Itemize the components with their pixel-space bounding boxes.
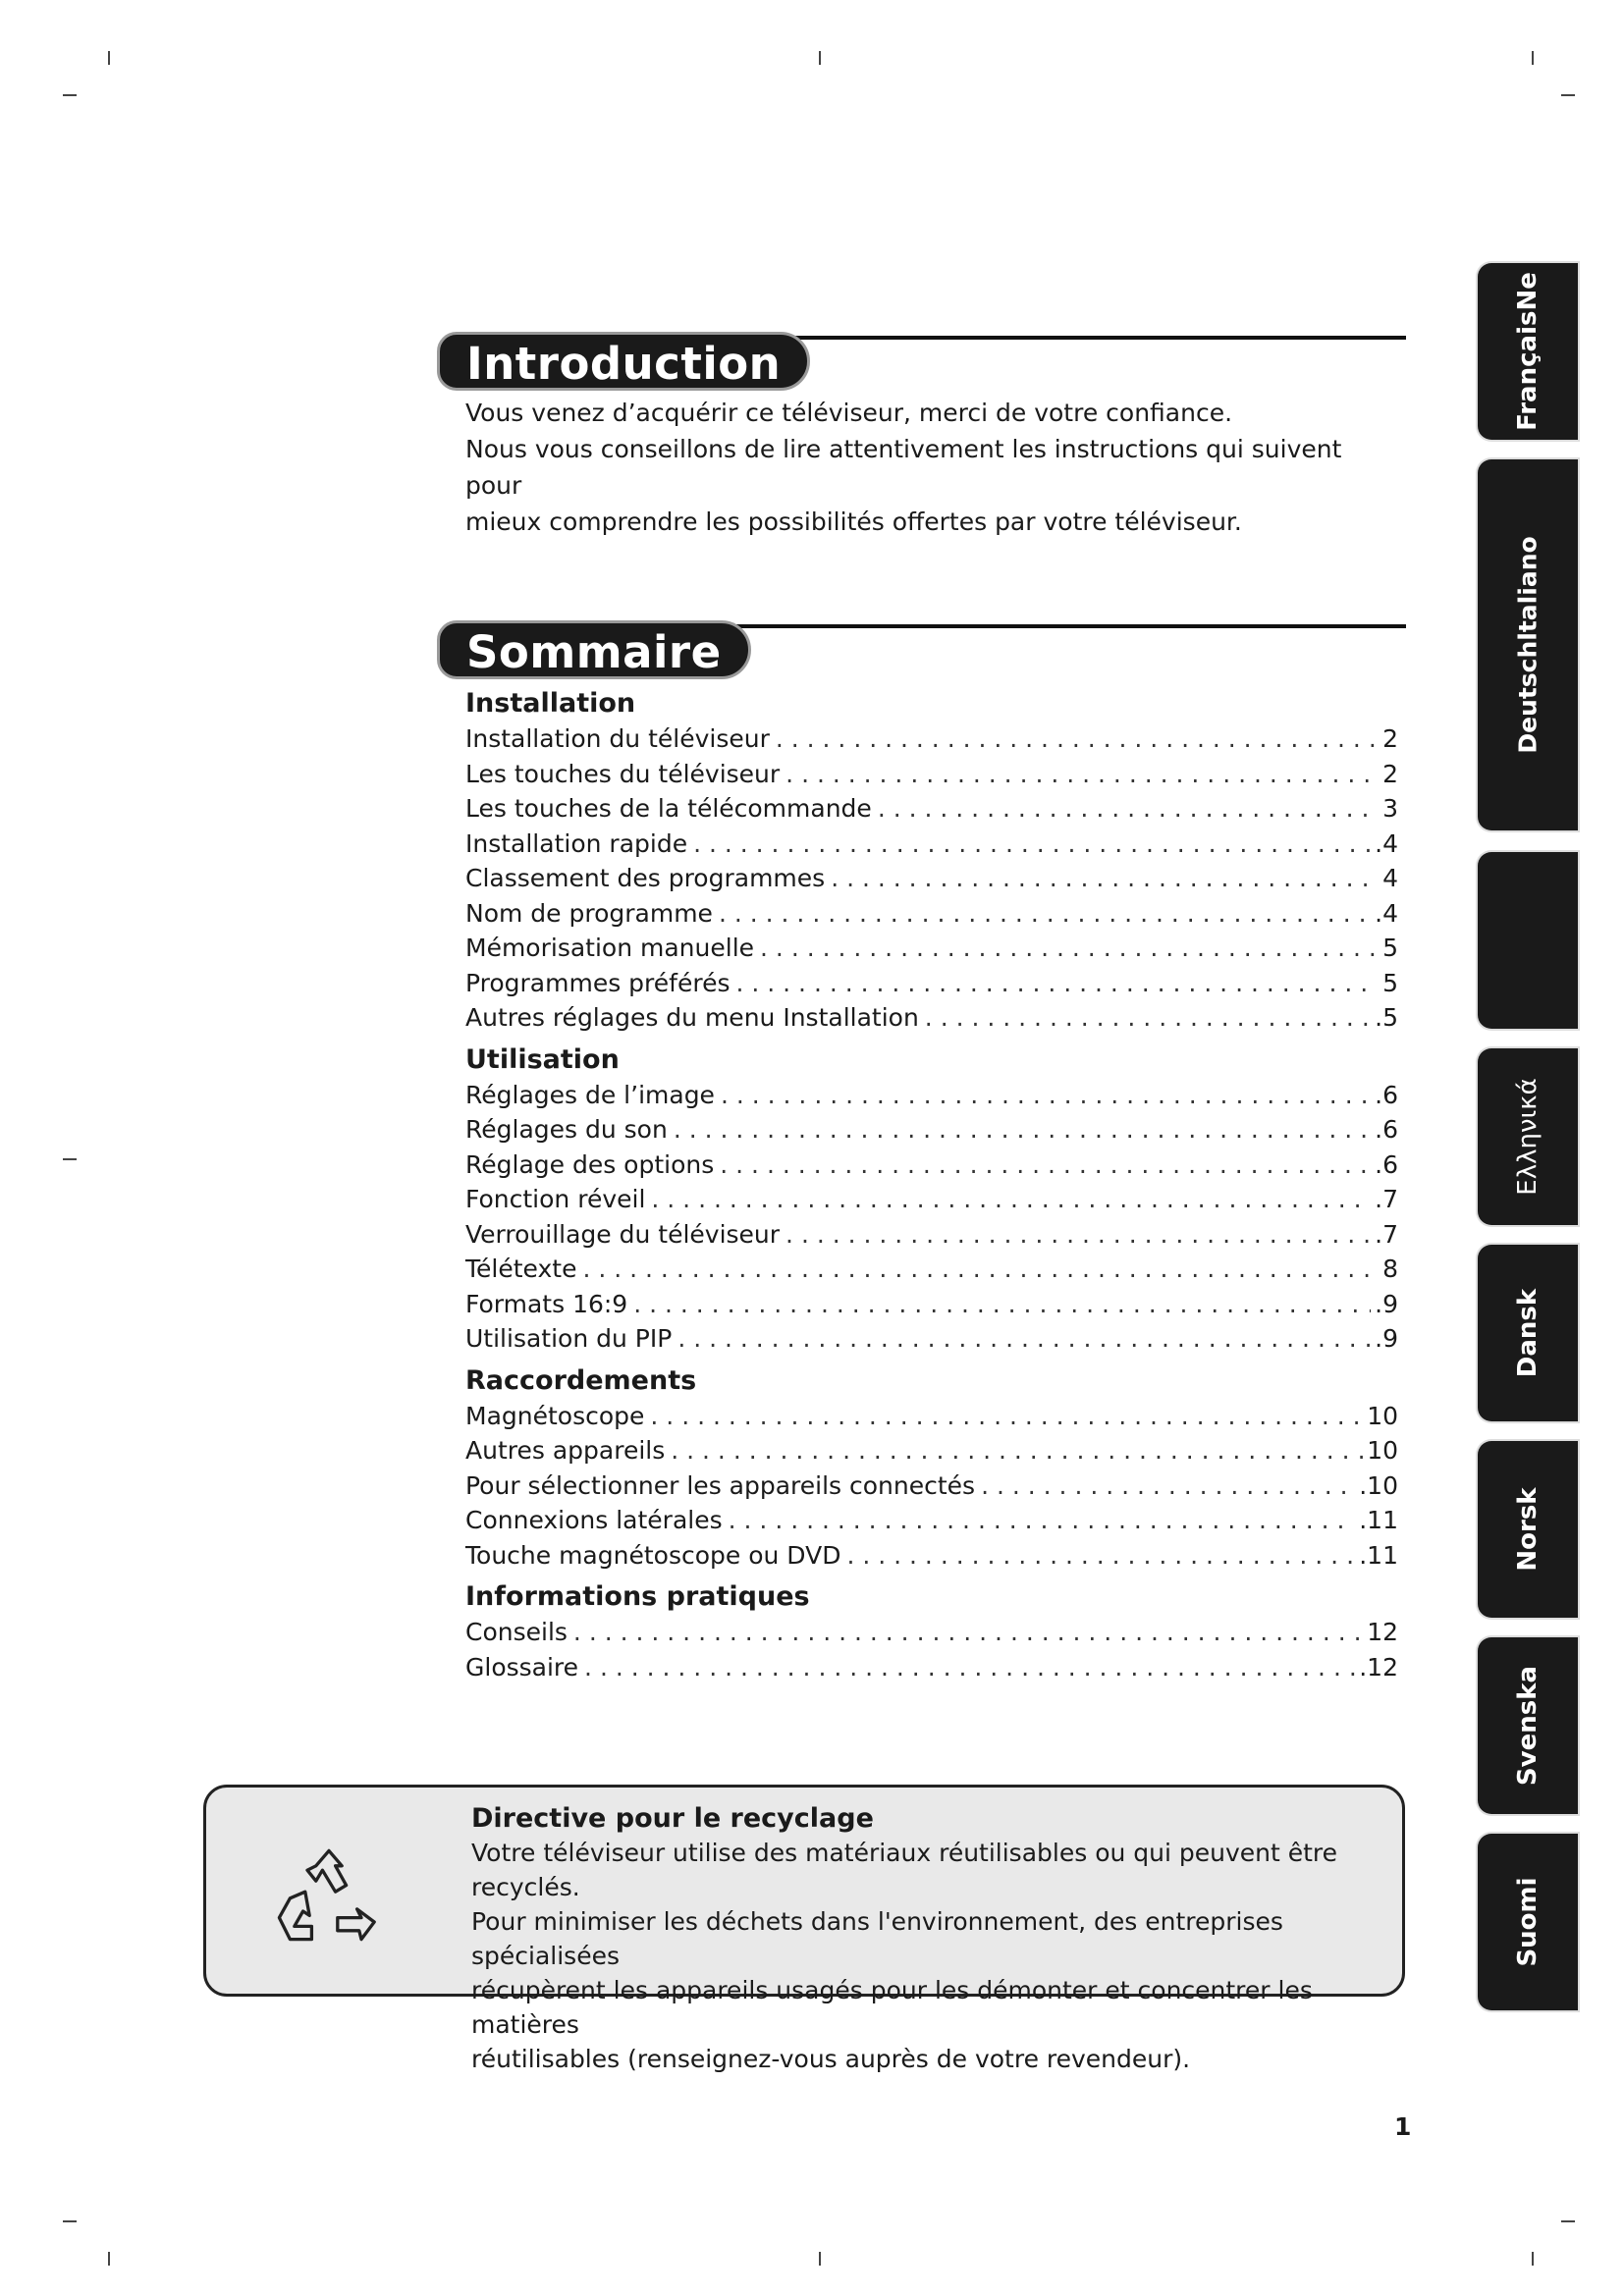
toc-entry-page: .4	[1375, 828, 1398, 858]
toc-leader-dots	[878, 791, 1375, 827]
toc-entry-page: .6	[1375, 1115, 1398, 1144]
toc-entry-page: 8	[1382, 1255, 1398, 1283]
toc-entry[interactable]	[465, 1650, 1398, 1685]
intro-line: mieux comprendre les possibilités offertes par votre téléviseur.	[465, 507, 1242, 536]
recycling-line: Votre téléviseur utilise des matériaux réutilisables ou qui peuvent être recyclés.	[471, 1839, 1338, 1901]
language-tab-suomi[interactable]	[1478, 1834, 1578, 2010]
toc-entry[interactable]	[465, 861, 1398, 896]
toc-entry-page: 2	[1382, 724, 1398, 753]
toc-leader-dots	[582, 1252, 1375, 1287]
toc-entry-label: Magnétoscope	[465, 1401, 645, 1430]
toc-leader-dots	[693, 827, 1371, 862]
toc-entry-label: Verrouillage du téléviseur	[465, 1219, 781, 1249]
toc-entry[interactable]	[465, 1468, 1398, 1504]
recycling-line: récupèrent les appareils usagés pour les démonter et concentrer les matières	[471, 1976, 1313, 2039]
toc-entry-page: .6	[1375, 1080, 1398, 1109]
recycle-icon	[275, 1846, 383, 1954]
toc-entry-label: Installation rapide	[465, 828, 688, 858]
toc-entry[interactable]	[465, 1399, 1398, 1434]
crop-mark	[1532, 51, 1534, 65]
toc-entry-page: 5	[1382, 968, 1398, 997]
recycling-notice	[203, 1785, 1405, 2073]
toc-entry-label: Pour sélectionner les appareils connectés	[465, 1470, 976, 1500]
crop-mark	[63, 1158, 77, 1160]
toc-entry-page: .9	[1375, 1289, 1398, 1318]
crop-mark	[108, 51, 110, 65]
toc-entry[interactable]	[465, 1433, 1398, 1468]
toc-entry-label: Télétexte	[465, 1255, 577, 1283]
toc-entry[interactable]	[465, 1252, 1398, 1287]
toc-leader-dots	[846, 1538, 1355, 1574]
toc-entry-page: 2	[1382, 759, 1398, 788]
crop-mark	[1561, 94, 1575, 96]
tab-label: FrançaisNe	[1513, 272, 1543, 431]
toc-leader-dots	[719, 896, 1371, 932]
crop-mark	[819, 2252, 821, 2266]
toc-leader-dots	[831, 861, 1375, 896]
toc-group	[465, 1041, 1398, 1357]
toc-leader-dots	[925, 1000, 1371, 1036]
crop-mark	[819, 51, 821, 65]
introduction-heading	[437, 332, 1406, 391]
toc-entry-label: Mémorisation manuelle	[465, 934, 755, 962]
tab-label: Norsk	[1513, 1487, 1543, 1572]
toc-entry-page: .9	[1375, 1324, 1398, 1353]
crop-mark	[108, 2252, 110, 2266]
toc-entry-label: Utilisation du PIP	[465, 1324, 673, 1353]
tab-label: Ελληνικά	[1513, 1078, 1543, 1196]
intro-line: Nous vous conseillons de lire attentivement les instructions qui suivent pour	[465, 435, 1342, 500]
introduction-text	[465, 395, 1369, 540]
toc-entry-label: Réglages de l’image	[465, 1080, 715, 1109]
toc-entry[interactable]	[465, 1217, 1398, 1253]
toc-entry-page: .5	[1375, 1003, 1398, 1032]
language-tab-deutsch-italiano[interactable]	[1478, 459, 1578, 830]
toc-leader-dots	[729, 1503, 1356, 1538]
toc-entry-label: Installation du téléviseur	[465, 724, 770, 753]
toc-leader-dots	[650, 1399, 1363, 1434]
table-of-contents	[465, 685, 1398, 1690]
toc-leader-dots	[677, 1321, 1371, 1357]
toc-entry-page: .11	[1359, 1540, 1398, 1570]
toc-entry-page: 12	[1367, 1618, 1398, 1646]
toc-leader-dots	[671, 1433, 1363, 1468]
toc-entry-label: Réglages du son	[465, 1115, 668, 1144]
language-tab-norsk[interactable]	[1478, 1441, 1578, 1618]
crop-mark	[63, 94, 77, 96]
crop-mark	[1561, 2220, 1575, 2222]
toc-leader-dots	[721, 1078, 1371, 1113]
toc-leader-dots	[785, 1217, 1371, 1253]
toc-leader-dots	[735, 966, 1375, 1001]
toc-entry-label: Autres réglages du menu Installation	[465, 1003, 919, 1032]
language-tab-svenska[interactable]	[1478, 1637, 1578, 1814]
toc-entry-page: 10	[1367, 1436, 1398, 1465]
toc-leader-dots	[981, 1468, 1355, 1504]
toc-entry-label: Les touches de la télécommande	[465, 794, 872, 823]
toc-entry[interactable]	[465, 1321, 1398, 1357]
tab-label: Dansk	[1513, 1288, 1543, 1378]
tab-label: Svenska	[1513, 1665, 1543, 1787]
introduction-title: Introduction	[437, 332, 810, 391]
language-tab-greek[interactable]	[1478, 1048, 1578, 1225]
toc-entry-label: Formats 16:9	[465, 1289, 628, 1318]
tab-label: Deutschltaliano	[1513, 536, 1543, 754]
toc-group	[465, 685, 1398, 1036]
toc-entry[interactable]	[465, 791, 1398, 827]
toc-entry-page: .4	[1375, 898, 1398, 928]
intro-line: Vous venez d’acquérir ce téléviseur, merci de votre confiance.	[465, 399, 1233, 427]
toc-leader-dots	[674, 1112, 1371, 1148]
toc-entry-label: Autres appareils	[465, 1436, 666, 1465]
language-tab-blank[interactable]	[1478, 852, 1578, 1029]
toc-entry-page: .7	[1375, 1185, 1398, 1213]
toc-entry-label: Classement des programmes	[465, 864, 826, 892]
toc-entry[interactable]	[465, 966, 1398, 1001]
toc-entry-label: Glossaire	[465, 1652, 579, 1682]
toc-entry-label: Touche magnétoscope ou DVD	[465, 1540, 841, 1570]
toc-entry[interactable]	[465, 1000, 1398, 1036]
toc-entry-label: Programmes préférés	[465, 968, 731, 997]
toc-leader-dots	[760, 931, 1375, 966]
language-tab-francais[interactable]	[1478, 263, 1578, 440]
toc-entry[interactable]	[465, 1615, 1398, 1650]
toc-entry-label: Connexions latérales	[465, 1506, 723, 1534]
toc-entry[interactable]	[465, 1287, 1398, 1322]
page-number: 1	[1394, 2112, 1412, 2141]
toc-entry-label: Réglage des options	[465, 1149, 715, 1179]
toc-entry-page: 3	[1382, 794, 1398, 823]
toc-entry-page: 4	[1382, 864, 1398, 892]
toc-entry-page: .6	[1375, 1149, 1398, 1179]
toc-entry-page: 5	[1382, 934, 1398, 962]
toc-entry-page: .10	[1359, 1470, 1398, 1500]
toc-group-title: Utilisation	[465, 1043, 620, 1075]
toc-entry-label: Fonction réveil	[465, 1185, 646, 1213]
toc-leader-dots	[720, 1148, 1371, 1183]
recycling-line: réutilisables (renseignez-vous auprès de votre revendeur).	[471, 2045, 1191, 2073]
toc-group	[465, 1578, 1398, 1684]
toc-entry[interactable]	[465, 1148, 1398, 1183]
toc-entry-page: .12	[1359, 1652, 1398, 1682]
toc-entry[interactable]	[465, 827, 1398, 862]
recycling-text	[471, 1801, 1394, 2076]
toc-entry-page: .7	[1375, 1219, 1398, 1249]
toc-leader-dots	[633, 1287, 1371, 1322]
toc-entry[interactable]	[465, 896, 1398, 932]
toc-group	[465, 1362, 1398, 1574]
sommaire-title: Sommaire	[437, 620, 751, 679]
toc-entry[interactable]	[465, 1538, 1398, 1574]
toc-entry[interactable]	[465, 721, 1398, 757]
toc-entry-label: Les touches du téléviseur	[465, 759, 781, 788]
toc-group-title: Raccordements	[465, 1364, 697, 1396]
crop-mark	[63, 2220, 77, 2222]
toc-entry-label: Conseils	[465, 1618, 568, 1646]
toc-entry-page: 10	[1367, 1401, 1398, 1430]
toc-entry[interactable]	[465, 1112, 1398, 1148]
toc-entry-page: .11	[1359, 1506, 1398, 1534]
toc-entry[interactable]	[465, 1182, 1398, 1217]
toc-leader-dots	[785, 757, 1375, 792]
toc-entry[interactable]	[465, 1503, 1398, 1538]
crop-mark	[1532, 2252, 1534, 2266]
recycling-title: Directive pour le recyclage	[471, 1803, 874, 1834]
tab-label: Suomi	[1513, 1877, 1543, 1967]
recycling-line: Pour minimiser les déchets dans l'environnement, des entreprises spécialisées	[471, 1907, 1283, 1970]
toc-entry[interactable]	[465, 1078, 1398, 1113]
toc-group-title: Installation	[465, 688, 636, 719]
language-tab-dansk[interactable]	[1478, 1245, 1578, 1421]
toc-entry[interactable]	[465, 931, 1398, 966]
toc-leader-dots	[584, 1650, 1355, 1685]
toc-group-title: Informations pratiques	[465, 1581, 810, 1612]
toc-leader-dots	[573, 1615, 1363, 1650]
sommaire-heading	[437, 620, 1406, 679]
toc-leader-dots	[651, 1182, 1371, 1217]
toc-leader-dots	[776, 721, 1375, 757]
toc-entry-label: Nom de programme	[465, 898, 713, 928]
toc-entry[interactable]	[465, 757, 1398, 792]
